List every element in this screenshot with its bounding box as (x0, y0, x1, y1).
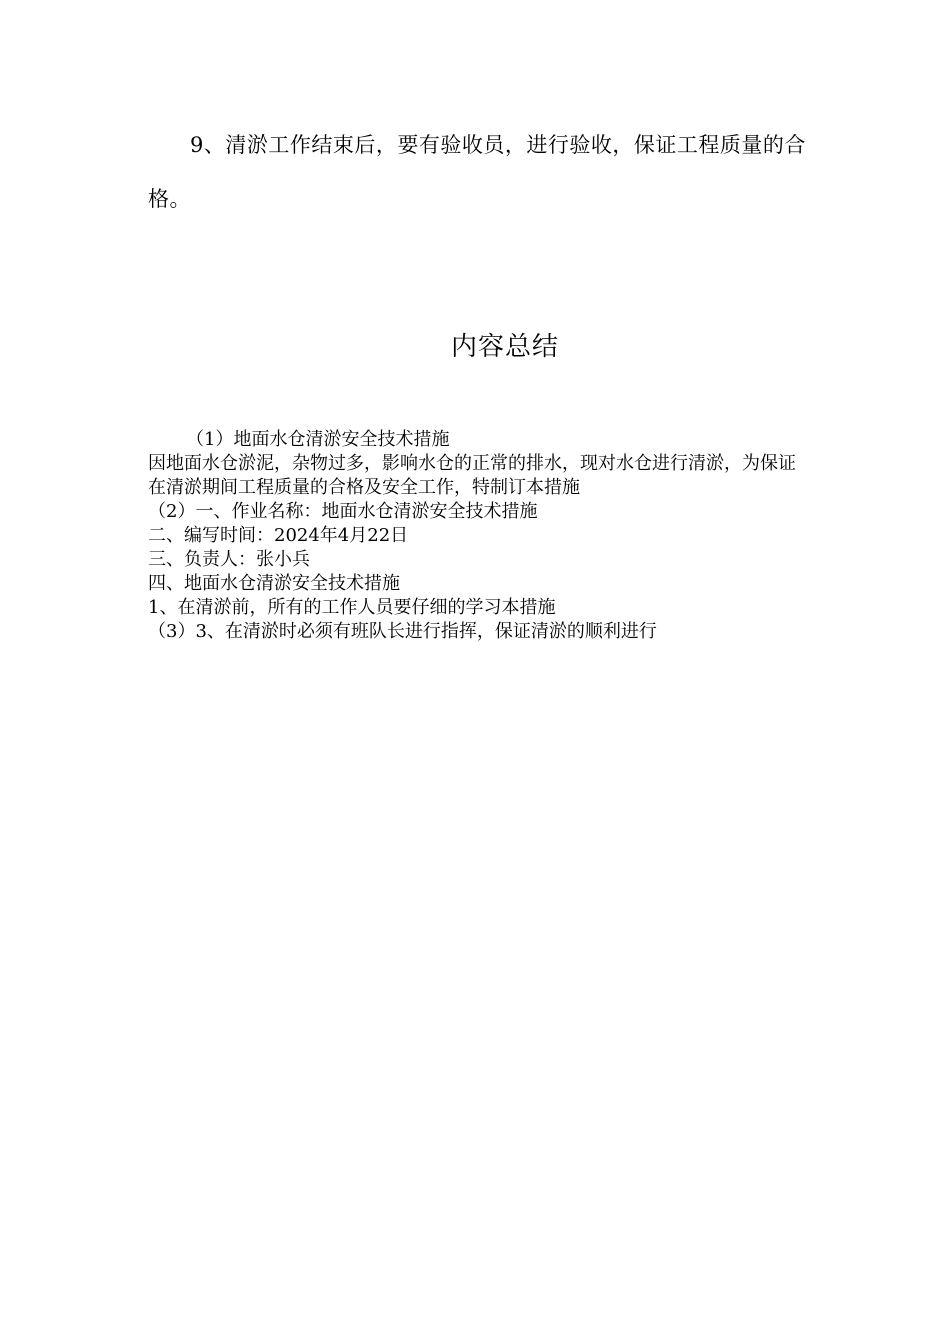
summary-line-4: 二、编写时间：2024年4月22日 (148, 525, 409, 546)
summary-line-7: 1、在清淤前，所有的工作人员要仔细的学习本措施 (148, 597, 556, 618)
paragraph-item-9: 9、清淤工作结束后，要有验收员，进行验收，保证工程质量的合格。 (148, 133, 806, 211)
summary-line-3: （2）一、作业名称：地面水仓清淤安全技术措施 (148, 501, 538, 522)
summary-line-1: （1）地面水仓清淤安全技术措施 (186, 429, 450, 450)
summary-line-5: 三、负责人：张小兵 (148, 549, 310, 570)
summary-line-8: （3）3、在清淤时必须有班队长进行指挥，保证清淤的顺利进行 (148, 621, 657, 642)
summary-line-6: 四、地面水仓清淤安全技术措施 (148, 573, 400, 594)
summary-block (148, 428, 798, 644)
summary-heading: 内容总结 (450, 332, 559, 362)
summary-line-2: 因地面水仓淤泥，杂物过多，影响水仓的正常的排水，现对水仓进行清淤，为保证在清淤期间工程质量的合格及安全工作，特制订本措施 (148, 453, 796, 498)
